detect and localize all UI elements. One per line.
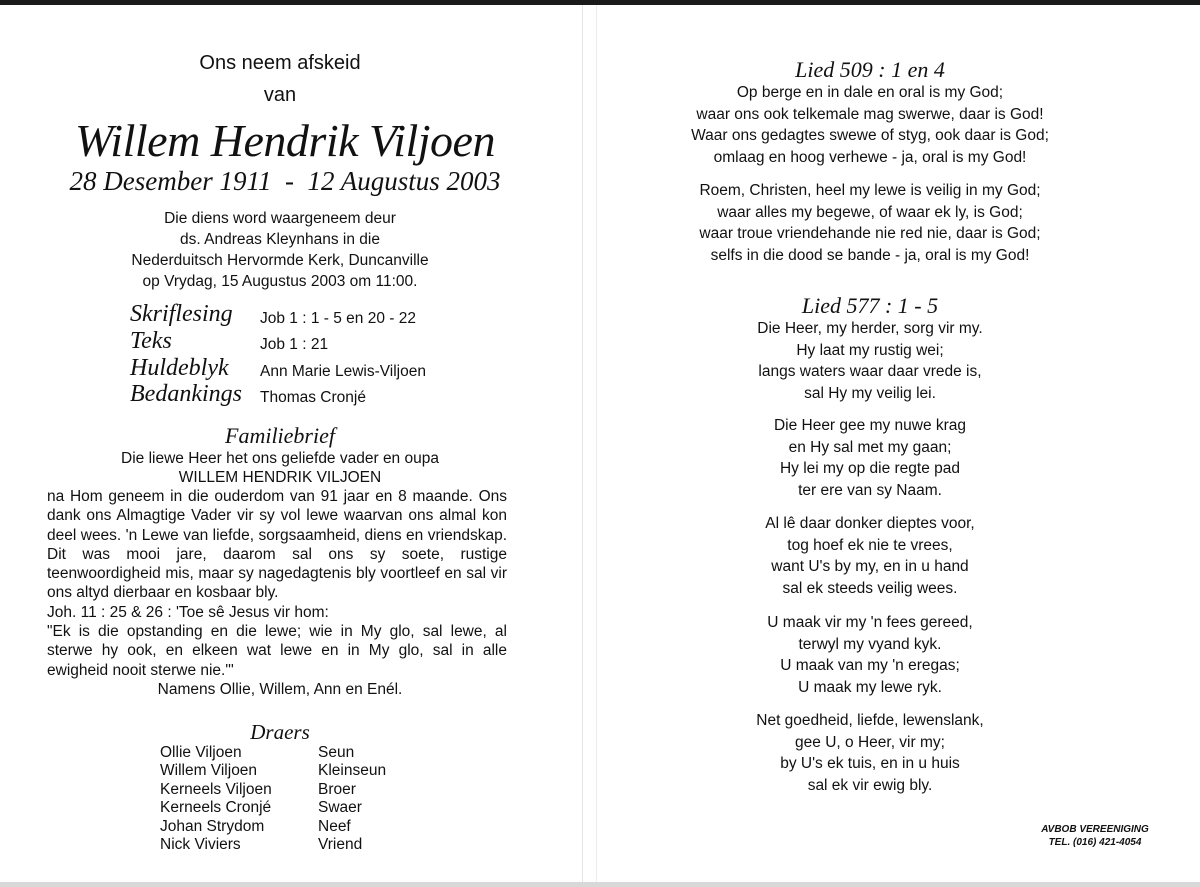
family-letter-title: Familiebrief bbox=[225, 423, 335, 448]
verse-line: selfs in die dood se bande - ja, oral is my God! bbox=[710, 246, 1030, 264]
verse-line: ter ere van sy Naam. bbox=[798, 481, 942, 499]
bearer-name: Kerneels Viljoen bbox=[160, 781, 272, 798]
company-phone: TEL. (016) 421-4054 bbox=[1048, 837, 1142, 848]
page-fold-line-secondary bbox=[596, 5, 597, 882]
verse-line: sal Hy my veilig lei. bbox=[804, 384, 936, 402]
verse-line: waar troue vriendehande nie red nie, daar is God; bbox=[699, 225, 1041, 242]
hymn-verse bbox=[640, 612, 1100, 698]
life-dates: 28 Desember 1911 - 12 Augustus 2003 bbox=[69, 166, 501, 196]
verse-line: Die Heer, my herder, sorg vir my. bbox=[757, 320, 983, 337]
program-label-scripture: Skriflesing bbox=[130, 301, 233, 327]
verse-line: Hy laat my rustig wei; bbox=[796, 341, 944, 359]
hymn-verse bbox=[640, 710, 1100, 796]
bearer-name: Willem Viljoen bbox=[160, 762, 258, 779]
company-name: AVBOB VEREENIGING bbox=[1041, 824, 1149, 835]
verse-line: terwyl my vyand kyk. bbox=[798, 635, 942, 653]
program-label-text: Teks bbox=[130, 328, 172, 354]
program-value-text: Job 1 : 21 bbox=[260, 336, 329, 353]
page-fold-line bbox=[582, 5, 583, 882]
verse-line: sal ek vir ewig bly. bbox=[807, 776, 933, 794]
hymn-verse bbox=[640, 415, 1100, 501]
letter-paragraph: na Hom geneem in die ouderdom van 91 jaar en 8 maande. Ons dank ons Almagtige Vader vir sy vol lewe waarvan ons almal kon deel wees. 'n Lewe van liefde, sorgsaamheid, diens en vriendskap. Dit was mooi jare, daarom sal ons sy soete, rustige teenwoordigheid mis, maar sy nagedagtenis bly voortleef en sal vir ons altyd dierbaar en kosbaar bly. bbox=[47, 488, 507, 602]
service-line: Nederduitsch Hervormde Kerk, Duncanville bbox=[131, 252, 429, 269]
service-line: Die diens word waargeneem deur bbox=[164, 210, 396, 227]
verse-line: waar ons ook telkemale mag swerwe, daar is God! bbox=[696, 105, 1044, 123]
family-signature: Namens Ollie, Willem, Ann en Enél. bbox=[157, 681, 403, 698]
bearer-name: Johan Strydom bbox=[160, 818, 265, 835]
verse-line: waar alles my begewe, of waar ek ly, is God; bbox=[717, 203, 1023, 221]
bearer-relation: Neef bbox=[318, 818, 351, 835]
verse-line: U maak my lewe ryk. bbox=[798, 678, 942, 696]
verse-line: Op berge en in dale en oral is my God; bbox=[736, 84, 1004, 101]
service-line: op Vrydag, 15 Augustus 2003 om 11:00. bbox=[142, 273, 418, 290]
intro-line: Die liewe Heer het ons geliefde vader en oupa bbox=[121, 450, 439, 467]
verse-line: en Hy sal met my gaan; bbox=[788, 438, 952, 456]
verse-line: Waar ons gedagtes swewe of styg, ook daar is God; bbox=[691, 127, 1049, 144]
verse-line: omlaag en hoog verhewe - ja, oral is my God! bbox=[713, 148, 1027, 166]
verse-line: Al lê daar donker dieptes voor, bbox=[765, 515, 975, 532]
service-line: ds. Andreas Kleynhans in die bbox=[180, 231, 380, 248]
verse-line: langs waters waar daar vrede is, bbox=[758, 363, 982, 380]
letter-scripture-ref: Joh. 11 : 25 & 26 : 'Toe sê Jesus vir hom: bbox=[47, 603, 329, 621]
program-value-scripture: Job 1 : 1 - 5 en 20 - 22 bbox=[260, 310, 416, 327]
verse-line: tog hoef ek nie te vrees, bbox=[787, 536, 953, 554]
family-letter-body bbox=[47, 487, 507, 680]
bearer-relation: Vriend bbox=[318, 836, 363, 853]
verse-line: Hy lei my op die regte pad bbox=[779, 460, 961, 477]
hymn-verse bbox=[640, 180, 1100, 266]
funeral-company-footer bbox=[1000, 823, 1190, 849]
intro-line: WILLEM HENDRIK VILJOEN bbox=[178, 469, 382, 486]
bearer-relation: Seun bbox=[318, 744, 355, 761]
deceased-name: Willem Hendrik Viljoen bbox=[75, 115, 495, 166]
program-value-thanks: Thomas Cronjé bbox=[260, 389, 366, 406]
verse-line: U maak vir my 'n fees gereed, bbox=[767, 614, 973, 631]
bearer-relation: Kleinseun bbox=[318, 762, 387, 779]
verse-line: Net goedheid, liefde, lewenslank, bbox=[756, 712, 984, 729]
verse-line: U maak van my 'n eregas; bbox=[780, 657, 960, 674]
verse-line: Die Heer gee my nuwe krag bbox=[773, 417, 967, 434]
service-details bbox=[80, 208, 480, 292]
verse-line: Roem, Christen, heel my lewe is veilig in my God; bbox=[699, 182, 1041, 199]
verse-line: gee U, o Heer, vir my; bbox=[795, 733, 945, 751]
hymn-title: Lied 509 : 1 en 4 bbox=[795, 57, 945, 82]
van-label: van bbox=[263, 84, 297, 106]
bearer-relation: Broer bbox=[318, 781, 356, 798]
program-value-tribute: Ann Marie Lewis-Viljoen bbox=[260, 363, 426, 380]
bearer-name: Kerneels Cronjé bbox=[160, 799, 272, 816]
hymn-verse bbox=[640, 318, 1100, 404]
bearer-relation: Swaer bbox=[318, 799, 362, 816]
bearers-title: Draers bbox=[250, 720, 310, 744]
verse-line: sal ek steeds veilig wees. bbox=[782, 579, 958, 597]
bottom-border bbox=[0, 882, 1200, 887]
hymn-verse bbox=[640, 513, 1100, 599]
program-label-tribute: Huldeblyk bbox=[130, 355, 229, 381]
hymn-title: Lied 577 : 1 - 5 bbox=[801, 293, 939, 318]
bearer-name: Nick Viviers bbox=[160, 836, 241, 853]
top-border bbox=[0, 0, 1200, 5]
letter-quote: "Ek is die opstanding en die lewe; wie in My glo, sal lewe, al sterwe hy ook, en elkeen wat lewe en in My glo, sal in alle ewigheid nooit sterwe nie."' bbox=[47, 623, 507, 679]
verse-line: want U's by my, en in u hand bbox=[771, 558, 969, 575]
farewell-heading: Ons neem afskeid bbox=[199, 52, 361, 74]
verse-line: by U's ek tuis, en in u huis bbox=[780, 755, 960, 772]
bearer-name: Ollie Viljoen bbox=[160, 744, 242, 761]
program-label-thanks: Bedankings bbox=[130, 381, 242, 407]
family-letter-intro bbox=[80, 449, 480, 487]
hymn-verse bbox=[640, 82, 1100, 168]
